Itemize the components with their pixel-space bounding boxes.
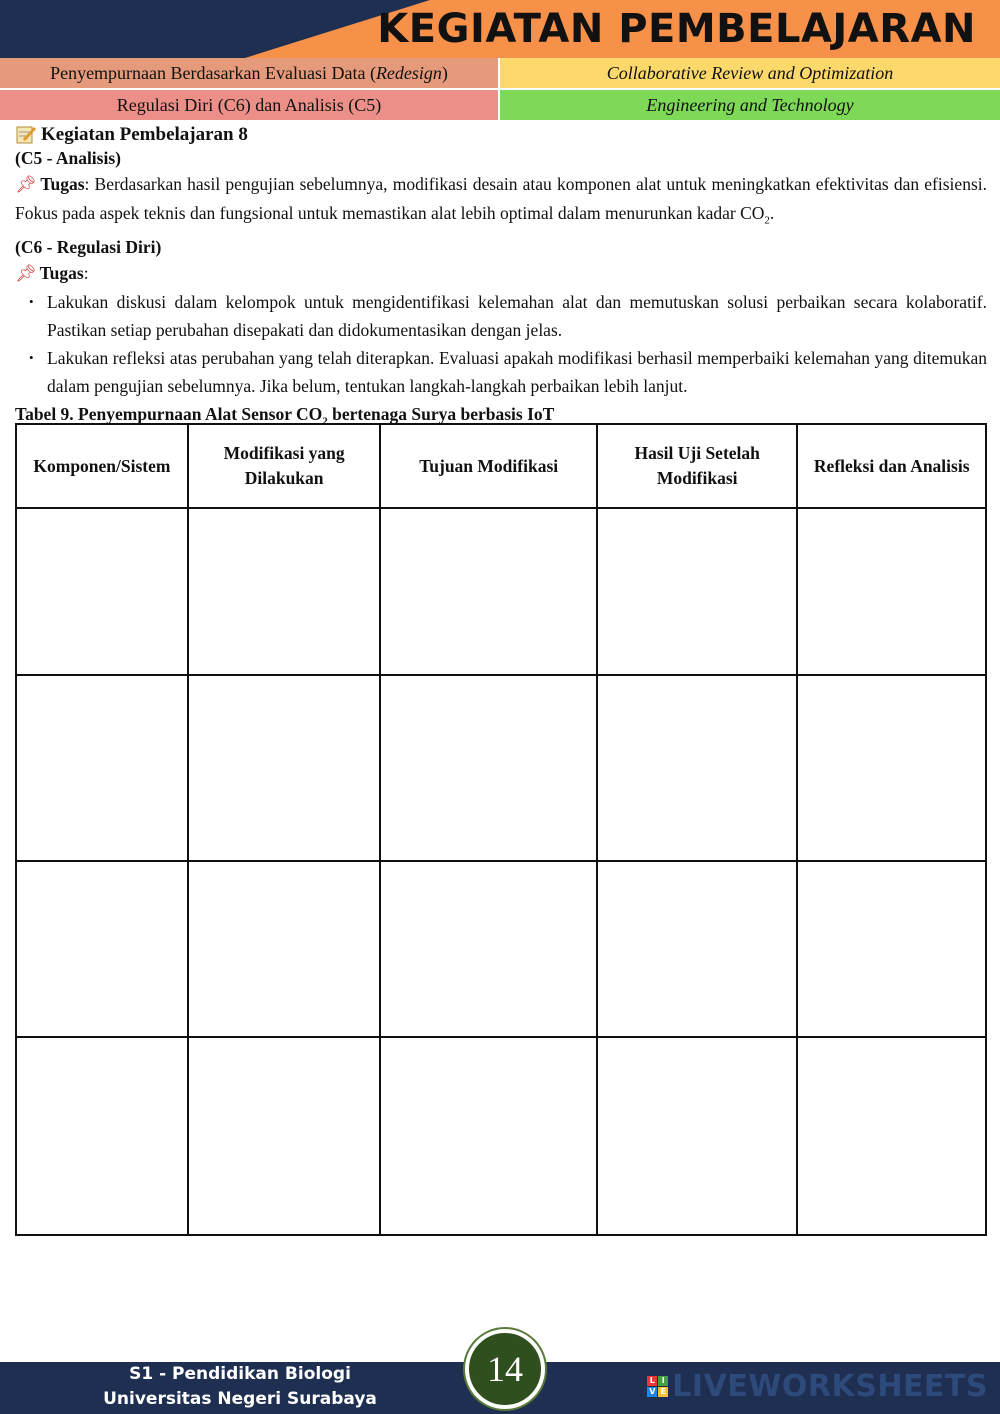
col-header-modification: Modifikasi yang Dilakukan	[188, 424, 381, 508]
table-caption: Tabel 9. Penyempurnaan Alat Sensor $CO_2$ bertenaga Surya berbasis IoT	[15, 403, 555, 427]
answer-cell[interactable]	[797, 675, 986, 861]
answer-cell[interactable]	[16, 1037, 188, 1235]
table-row	[16, 508, 986, 675]
footer-institution	[60, 1362, 420, 1412]
col-header-reflection: Refleksi dan Analisis	[797, 424, 986, 508]
answer-cell[interactable]	[16, 508, 188, 675]
c6-task-list	[15, 288, 987, 400]
answer-cell[interactable]	[797, 861, 986, 1037]
list-item: • Lakukan diskusi dalam kelompok untuk mengidentifikasi kelemahan alat dan memutuskan solusi perbaikan secara kolaboratif. Pastikan setiap perubahan disepakati dan didokumentasikan dengan jelas.	[47, 288, 987, 344]
memo-icon	[15, 125, 37, 145]
activity-heading	[15, 122, 987, 148]
answer-cell[interactable]	[16, 675, 188, 861]
answer-cell[interactable]	[380, 675, 596, 861]
activity-heading-text: Kegiatan Pembelajaran 8	[41, 124, 248, 145]
liveworksheets-brand[interactable]	[647, 1369, 988, 1404]
answer-cell[interactable]	[597, 1037, 798, 1235]
pushpin-icon: 📌︎	[15, 175, 38, 194]
col-header-purpose: Tujuan Modifikasi	[380, 424, 596, 508]
answer-cell[interactable]	[597, 675, 798, 861]
footer-program: S1 - Pendidikan Biologi	[129, 1364, 351, 1384]
c5-label: (C5 - Analisis)	[15, 148, 121, 168]
answer-cell[interactable]	[16, 861, 188, 1037]
worksheet-table	[15, 423, 987, 1236]
page-number: 14	[465, 1329, 545, 1409]
answer-cell[interactable]	[597, 508, 798, 675]
header-topic-cell: Penyempurnaan Berdasarkan Evaluasi Data (Redesign)	[0, 58, 498, 88]
brand-text: LIVEWORKSHEETS	[672, 1369, 988, 1404]
answer-cell[interactable]	[188, 508, 381, 675]
activity-content	[15, 122, 987, 433]
liveworksheets-logo-icon: L I V E	[647, 1376, 668, 1397]
answer-cell[interactable]	[188, 675, 381, 861]
answer-cell[interactable]	[797, 508, 986, 675]
table-row	[16, 675, 986, 861]
header-engineering-cell: Engineering and Technology	[500, 90, 1000, 120]
col-header-test-result: Hasil Uji Setelah Modifikasi	[597, 424, 798, 508]
answer-cell[interactable]	[188, 1037, 381, 1235]
task-label: Tugas	[40, 174, 85, 194]
table-header-row	[16, 424, 986, 508]
col-header-component: Komponen/Sistem	[16, 424, 188, 508]
list-item: • Lakukan refleksi atas perubahan yang telah diterapkan. Evaluasi apakah modifikasi berhasil memperbaiki kelemahan yang ditemukan dalam pengujian sebelumnya. Jika belum, tentukan langkah-langkah perbaikan lebih lanjut.	[47, 344, 987, 400]
answer-cell[interactable]	[797, 1037, 986, 1235]
c6-label: (C6 - Regulasi Diri)	[15, 236, 162, 257]
answer-cell[interactable]	[597, 861, 798, 1037]
answer-cell[interactable]	[380, 1037, 596, 1235]
answer-cell[interactable]	[380, 861, 596, 1037]
footer-university: Universitas Negeri Surabaya	[103, 1389, 377, 1409]
c6-task-label: 📌︎ Tugas:	[15, 262, 89, 283]
pushpin-icon: 📌︎	[15, 263, 37, 283]
page-title: KEGIATAN PEMBELAJARAN	[377, 6, 976, 52]
table-row	[16, 861, 986, 1037]
table-row	[16, 1037, 986, 1235]
header-skill-cell: Regulasi Diri (C6) dan Analisis (C5)	[0, 90, 498, 120]
answer-cell[interactable]	[380, 508, 596, 675]
header-collab-cell: Collaborative Review and Optimization	[500, 58, 1000, 88]
c5-task: 📌︎ Tugas: Berdasarkan hasil pengujian sebelumnya, modifikasi desain atau komponen alat untuk meningkatkan efektivitas dan efisiensi. Fokus pada aspek teknis dan fungsional untuk memastikan alat lebih optimal dalam menurunkan kadar $CO_2$.	[15, 174, 987, 227]
answer-cell[interactable]	[188, 861, 381, 1037]
